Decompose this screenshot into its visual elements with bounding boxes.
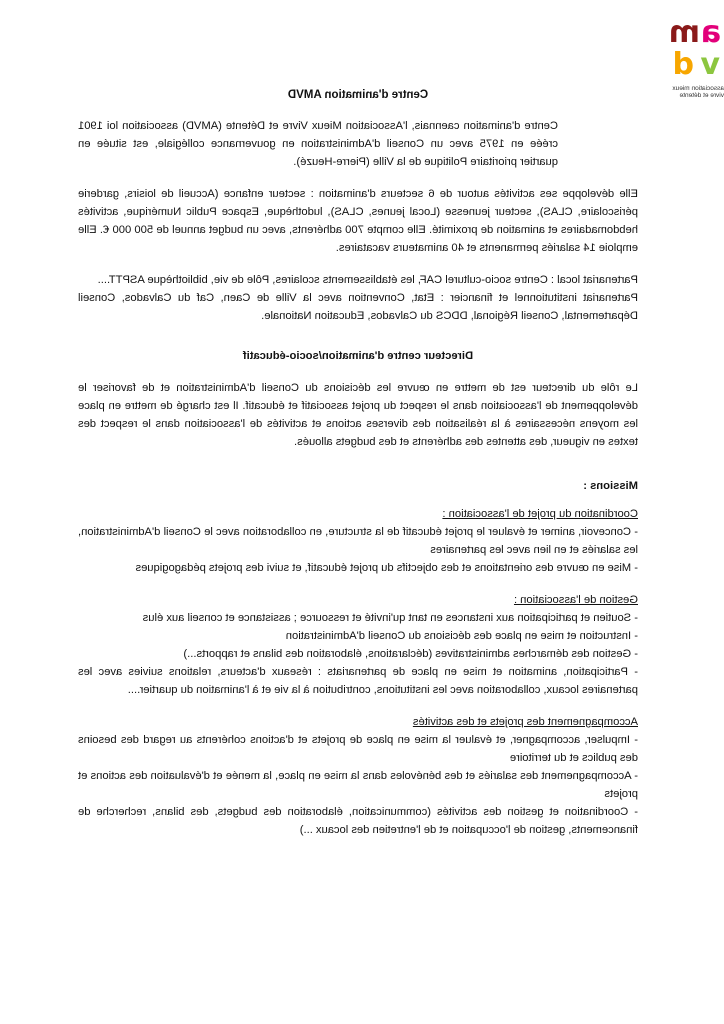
list-item: - Coordination et gestion des activités (communication, élaboration des budgets, des bilans, recherche de financements, gestion de l'occupation et de l'entretien des locaux ...) bbox=[78, 806, 638, 836]
list-item: - Accompagnement des salariés et des bénévoles dans la mise en place, la menée et d'évaluation des actions et projets bbox=[78, 770, 638, 800]
list-item: - Instruction et mise en place des décisions du Conseil d'Administration bbox=[285, 630, 638, 642]
logo-letter-v: v bbox=[700, 47, 720, 78]
logo-caption bbox=[662, 85, 724, 99]
list-item: - Concevoir, animer et évaluer le projet éducatif de la structure, en collaboration avec le Conseil d'Administration, les salariés et en lien avec les partenaires bbox=[78, 526, 638, 556]
mission-group-title: Coordination du projet de l'association : bbox=[442, 508, 638, 520]
mission-group-support bbox=[78, 713, 638, 839]
logo-letter-a: a bbox=[700, 15, 721, 50]
amvd-logo-mark bbox=[662, 14, 724, 78]
section-title: Directeur centre d'animation/socio-éducatif bbox=[242, 350, 474, 362]
list-item: - Mise en œuvre des orientations et des objectifs du projet éducatif, et suivi des projets pédagogiques bbox=[135, 562, 638, 574]
mission-group-title: Gestion de l'association : bbox=[513, 594, 638, 606]
list-item: - Soutien et participation aux instances en tant qu'invité et ressource ; assistance et conseil aux élus bbox=[142, 612, 638, 624]
intro-paragraph: Centre d'animation caennais, l'Association Mieux Vivre et Détente (AMVD) association loi 1901 créée en 1975 avec un Conseil d'Administration en gouvernance collégiale, est située en quartier prioritaire Politique de la Ville (Pierre-Heuzé). bbox=[78, 120, 558, 168]
logo-caption-line1: association mieux bbox=[672, 85, 724, 92]
institutional-partnership-paragraph: Partenariat institutionnel et financier : Etat, Convention avec la Ville de Caen, Caf du Calvados, Conseil Départemental, Conseil Régional, DDCS du Calvados, Education Nationale. bbox=[78, 292, 638, 322]
amvd-logo bbox=[662, 14, 724, 99]
mission-list bbox=[78, 731, 638, 839]
local-partnership-paragraph: Partenariat local : Centre socio-culturel CAF, les établissements scolaires, Pôle de vie, bibliothèque ASPTT.... bbox=[97, 274, 638, 286]
page-title: Centre d'animation AMVD bbox=[287, 89, 429, 101]
activities-paragraph: Elle développe ses activités autour de 6 secteurs d'animation : secteur enfance (Accueil de loisirs, garderie périscolaire, CLAS), secteur jeunesse (Local jeunes, CLAS), ludothèque, Espace Public Numérique, activités hebdomadaires et animation de proximité. Elle compte 700 adhérents, avec un budget annuel de 500 000 €. Elle emploie 14 salariés permanents et 40 animateurs vacataires. bbox=[78, 188, 638, 254]
mission-group-coordination bbox=[78, 505, 638, 577]
mission-list bbox=[78, 609, 638, 699]
list-item: - Participation, animation et mise en place de partenariats : réseaux d'acteurs, relations suivies avec les partenaires locaux, collaboration avec les institutions, contribution à la vie et à l'animation du quartier.... bbox=[78, 666, 638, 696]
logo-letter-d: d bbox=[672, 47, 694, 78]
list-item: - Gestion des démarches administratives (déclarations, élaboration des bilans et rapports...) bbox=[183, 648, 638, 660]
mission-group-title: Accompagnement des projets et des activités bbox=[412, 716, 638, 728]
missions-heading: Missions : bbox=[583, 480, 638, 492]
logo-letter-m: m bbox=[668, 15, 700, 50]
document-content bbox=[78, 86, 638, 853]
list-item: - Impulser, accompagner, et évaluer la mise en place de projets et d'actions cohérents au regard des besoins des publics et du territoire bbox=[78, 734, 638, 764]
mission-group-management bbox=[78, 591, 638, 699]
section-body: Le rôle du directeur est de mettre en œuvre les décisions du Conseil d'Administration et de favoriser le développement de l'association dans le respect du projet associatif et éducatif. Il est chargé de mettre en place les moyens nécessaires à la réalisation des diverses actions et activités de l'association dans le respect des textes en vigueur, des attentes des adhérents et des budgets alloués. bbox=[78, 382, 638, 448]
mission-list bbox=[78, 523, 638, 577]
logo-caption-line2: vivre et détente bbox=[679, 92, 724, 99]
